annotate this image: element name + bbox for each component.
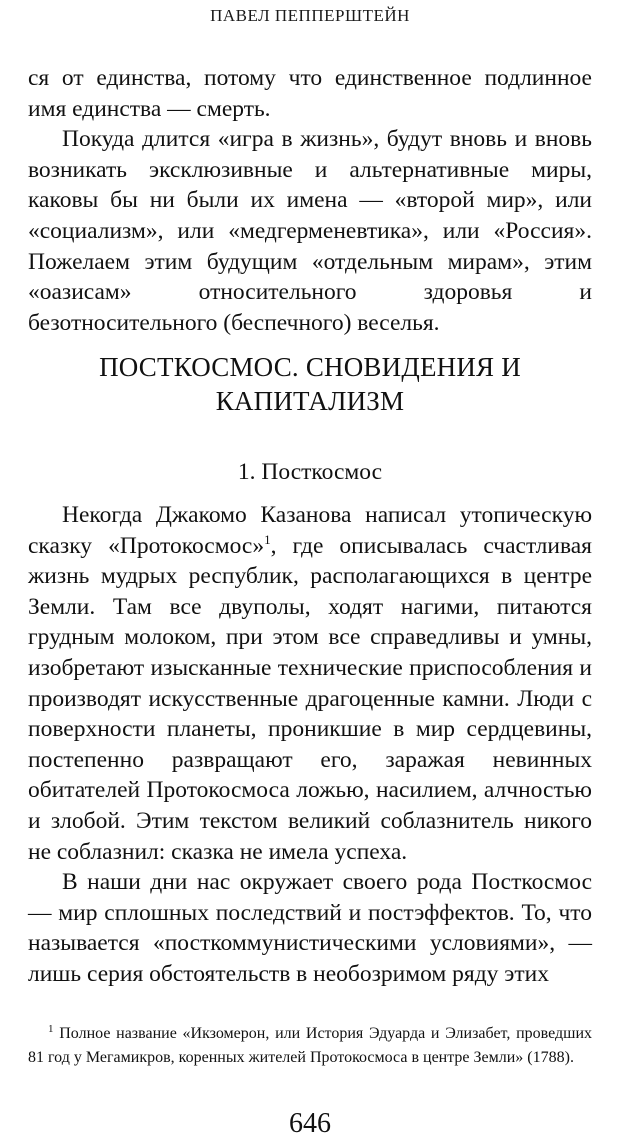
paragraph-text: , где описывалась счастливая жизнь мудрых республик, располагающихся в центре Земли. Там все двуполы, ходят нагими, питаются грудным молоком, при этом все справедливы и умны, изобретают изысканные технические приспособления и производят искусственные драгоценные камни. Люди с поверхности планеты, проникшие в мир сердцевины, постепенно развращают его, заражая невинных обитателей Протокосмоса ложью, насилием, алчностью и злобой. Этим текстом великий соблазнитель никого не соблазнил: сказка не имела успеха. — [28, 532, 592, 865]
paragraph-text: Некогда Джакомо Казанова написал утопическую сказку «Протокосмос» — [28, 502, 592, 559]
paragraph — [28, 500, 592, 867]
paragraph: Покуда длится «игра в жизнь», будут вновь и вновь возникать эксклюзивные и альтернативные миры, каковы бы ни были их имена — «второй мир», или «социализм», или «медгерменевтика», или «Россия». Пожелаем этим будущим «отдельным мирам», этим «оазисам» относительного здоровья и безотносительного (беспечного) веселья. — [28, 126, 592, 336]
page-number: 646 — [289, 1108, 331, 1139]
footnote-reference[interactable]: 1 — [264, 531, 271, 547]
running-head: ПАВЕЛ ПЕППЕРШТЕЙН — [210, 6, 410, 25]
section-title: 1. Посткосмос — [237, 459, 383, 485]
paragraph: В наши дни нас окружает своего рода Посткосмос — мир сплошных последствий и постэффектов. То, что называется «посткоммунистическими условиями», — лишь серия обстоятельств в необозримом ряду этих — [28, 869, 592, 987]
paragraph-continuation: ся от единства, потому что единственное подлинное имя единства — смерть. — [28, 65, 592, 122]
footnote — [28, 1022, 592, 1070]
top-text-block — [28, 63, 592, 338]
footnote-mark: 1 — [48, 1023, 54, 1035]
section-text-block — [28, 500, 592, 990]
footnote-text: Полное название «Икзомерон, или История Эдуарда и Элизабет, проведших 81 год у Мегамикров, коренных жителей Протокосмоса в центре Земли» (1788). — [28, 1025, 593, 1066]
chapter-title: ПОСТКОСМОС. СНОВИДЕНИЯ И КАПИТАЛИЗМ — [99, 352, 521, 416]
